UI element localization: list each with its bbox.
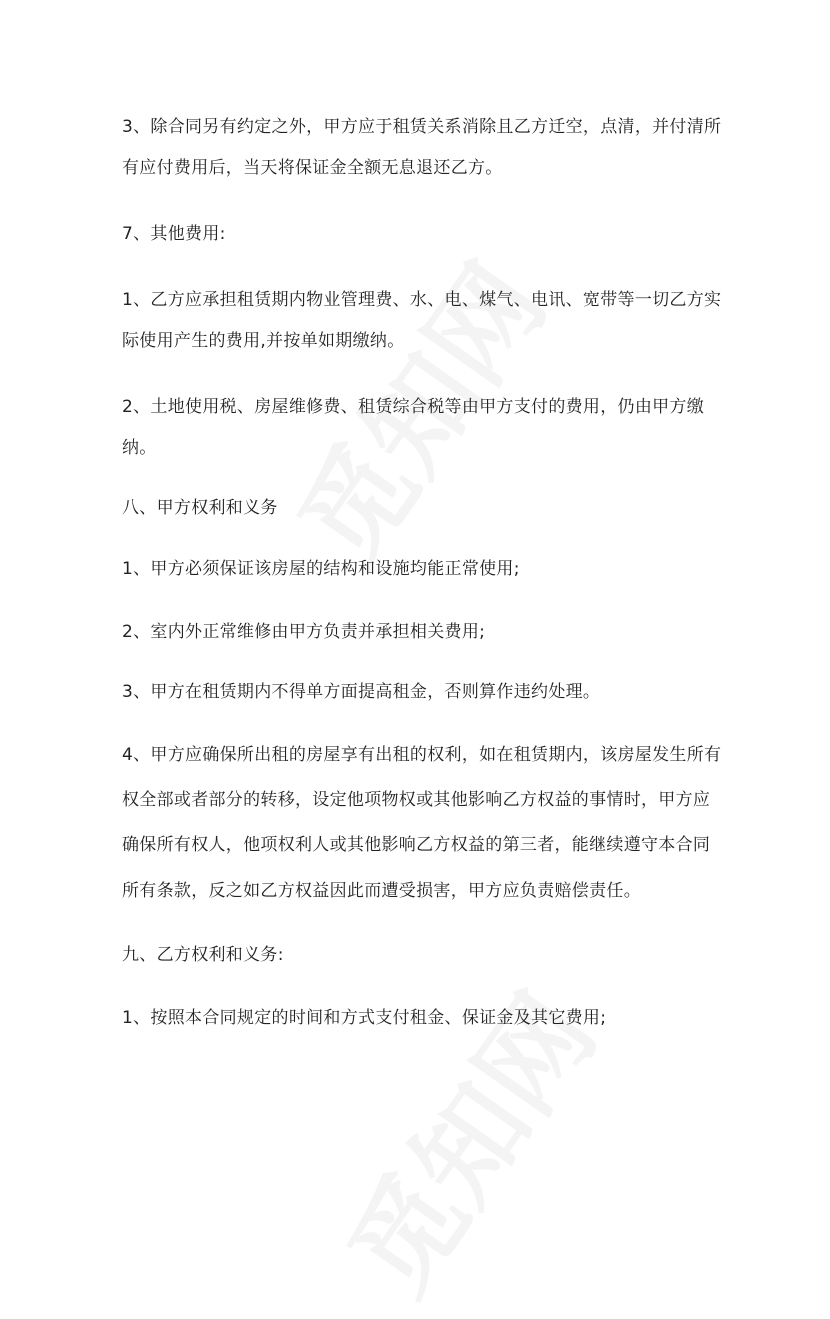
paragraph-line: 1、乙方应承担租赁期内物业管理费、水、电、煤气、电讯、宽带等一切乙方实 xyxy=(122,290,722,310)
paragraph-line: 3、甲方在租赁期内不得单方面提高租金，否则算作违约处理。 xyxy=(122,682,601,702)
paragraph-line: 3、除合同另有约定之外，甲方应于租赁关系消除且乙方迁空，点清，并付清所 xyxy=(122,117,722,137)
paragraph-line: 际使用产生的费用,并按单如期缴纳。 xyxy=(122,331,405,351)
paragraph-line: 确保所有权人，他项权利人或其他影响乙方权益的第三者，能继续遵守本合同 xyxy=(122,835,711,855)
paragraph-line: 1、甲方必须保证该房屋的结构和设施均能正常使用; xyxy=(122,559,520,579)
section-heading: 7、其他费用: xyxy=(122,224,226,244)
paragraph-line: 2、土地使用税、房屋维修费、租赁综合税等由甲方支付的费用，仍由甲方缴 xyxy=(122,397,705,417)
paragraph-line: 所有条款，反之如乙方权益因此而遭受损害，甲方应负责赔偿责任。 xyxy=(122,881,641,901)
section-heading: 八、甲方权利和义务 xyxy=(122,498,278,518)
paragraph-line: 纳。 xyxy=(122,438,157,458)
paragraph-line: 权全部或者部分的转移，设定他项物权或其他影响乙方权益的事情时，甲方应 xyxy=(122,790,711,810)
paragraph-line: 有应付费用后，当天将保证金全额无息退还乙方。 xyxy=(122,158,503,178)
paragraph-line: 1、按照本合同规定的时间和方式支付租金、保证金及其它费用; xyxy=(122,1008,607,1028)
section-heading: 九、乙方权利和义务: xyxy=(122,945,284,965)
paragraph-line: 2、室内外正常维修由甲方负责并承担相关费用; xyxy=(122,622,486,642)
paragraph-line: 4、甲方应确保所出租的房屋享有出租的权利，如在租赁期内，该房屋发生所有 xyxy=(122,745,722,765)
